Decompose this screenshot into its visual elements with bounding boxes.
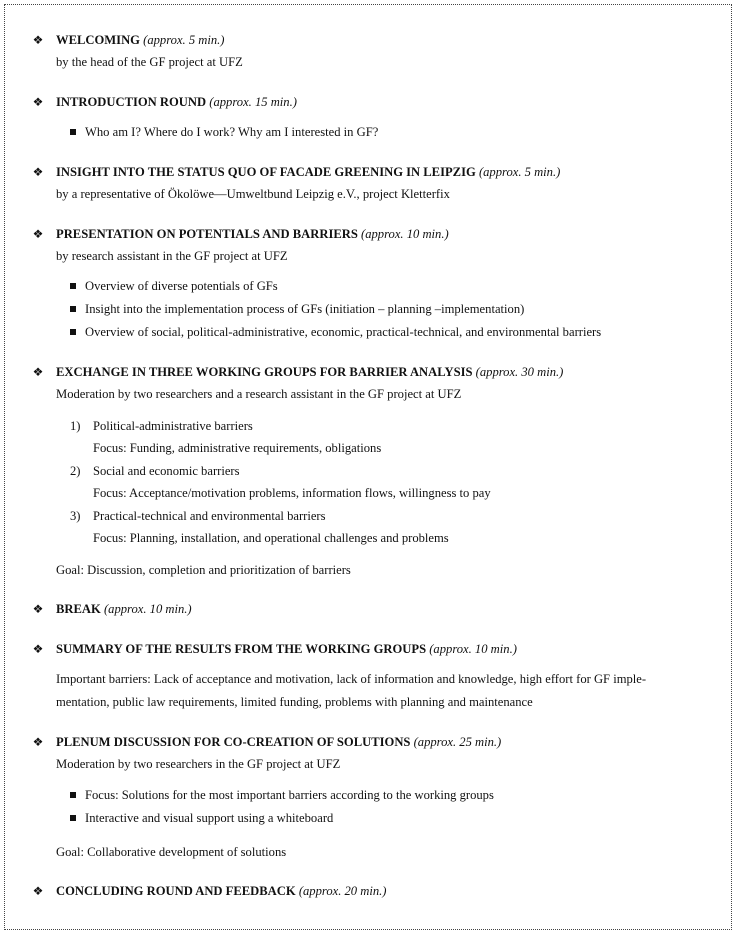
section-desc-welcoming: by the head of the GF project at UFZ bbox=[56, 55, 243, 69]
square-bullet-icon bbox=[70, 792, 76, 798]
list-item: Overview of diverse potentials of GFs bbox=[85, 279, 278, 293]
four-diamond-icon: ❖ bbox=[32, 227, 44, 241]
four-diamond-icon: ❖ bbox=[32, 642, 44, 656]
list-item: Insight into the implementation process of GFs (initiation – planning –implementation) bbox=[85, 302, 525, 316]
group-number: 2) bbox=[70, 464, 81, 478]
list-item: Interactive and visual support using a whiteboard bbox=[85, 811, 334, 825]
square-bullet-icon bbox=[70, 306, 76, 312]
section-title-exchange: EXCHANGE IN THREE WORKING GROUPS FOR BARRIER ANALYSIS (approx. 30 min.) bbox=[56, 365, 564, 379]
section-desc-presentation: by research assistant in the GF project at UFZ bbox=[56, 249, 288, 263]
section-desc-insight: by a representative of Ökolöwe—Umweltbund Leipzig e.V., project Kletterfix bbox=[56, 187, 450, 201]
square-bullet-icon bbox=[70, 129, 76, 135]
four-diamond-icon: ❖ bbox=[32, 884, 44, 898]
group-number: 3) bbox=[70, 509, 81, 523]
group-name: Political-administrative barriers bbox=[93, 419, 253, 433]
group-number: 1) bbox=[70, 419, 81, 433]
section-title-intro: INTRODUCTION ROUND (approx. 15 min.) bbox=[56, 95, 297, 109]
section-title-presentation: PRESENTATION ON POTENTIALS AND BARRIERS (approx. 10 min.) bbox=[56, 227, 449, 241]
square-bullet-icon bbox=[70, 329, 76, 335]
summary-text-line-1: Important barriers: Lack of acceptance and motivation, lack of information and knowledge, high effort for GF imple- bbox=[56, 672, 647, 686]
section-goal-exchange: Goal: Discussion, completion and prioritization of barriers bbox=[56, 563, 351, 577]
four-diamond-icon: ❖ bbox=[32, 33, 44, 47]
square-bullet-icon bbox=[70, 815, 76, 821]
section-desc-exchange: Moderation by two researchers and a research assistant in the GF project at UFZ bbox=[56, 387, 462, 401]
section-title-concluding: CONCLUDING ROUND AND FEEDBACK (approx. 20 min.) bbox=[56, 884, 387, 898]
list-item: Who am I? Where do I work? Why am I interested in GF? bbox=[85, 125, 379, 139]
group-focus: Focus: Planning, installation, and operational challenges and problems bbox=[93, 531, 449, 545]
four-diamond-icon: ❖ bbox=[32, 95, 44, 109]
section-title-insight: INSIGHT INTO THE STATUS QUO OF FACADE GREENING IN LEIPZIG (approx. 5 min.) bbox=[56, 165, 561, 179]
list-item: Overview of social, political-administrative, economic, practical-technical, and environmental barriers bbox=[85, 325, 602, 339]
group-name: Practical-technical and environmental barriers bbox=[93, 509, 326, 523]
group-focus: Focus: Funding, administrative requirements, obligations bbox=[93, 441, 382, 455]
section-title-break: BREAK (approx. 10 min.) bbox=[56, 602, 192, 616]
four-diamond-icon: ❖ bbox=[32, 602, 44, 616]
section-title-summary: SUMMARY OF THE RESULTS FROM THE WORKING GROUPS (approx. 10 min.) bbox=[56, 642, 517, 656]
square-bullet-icon bbox=[70, 283, 76, 289]
summary-text-line-2: mentation, public law requirements, limited funding, problems with planning and maintenance bbox=[56, 695, 533, 709]
group-name: Social and economic barriers bbox=[93, 464, 240, 478]
four-diamond-icon: ❖ bbox=[32, 735, 44, 749]
group-focus: Focus: Acceptance/motivation problems, information flows, willingness to pay bbox=[93, 486, 491, 500]
section-goal-plenum: Goal: Collaborative development of solutions bbox=[56, 845, 287, 859]
section-desc-plenum: Moderation by two researchers in the GF project at UFZ bbox=[56, 757, 341, 771]
section-title-plenum: PLENUM DISCUSSION FOR CO-CREATION OF SOLUTIONS (approx. 25 min.) bbox=[56, 735, 502, 749]
list-item: Focus: Solutions for the most important barriers according to the working groups bbox=[85, 788, 494, 802]
section-title-welcoming: WELCOMING (approx. 5 min.) bbox=[56, 33, 225, 47]
four-diamond-icon: ❖ bbox=[32, 365, 44, 379]
four-diamond-icon: ❖ bbox=[32, 165, 44, 179]
